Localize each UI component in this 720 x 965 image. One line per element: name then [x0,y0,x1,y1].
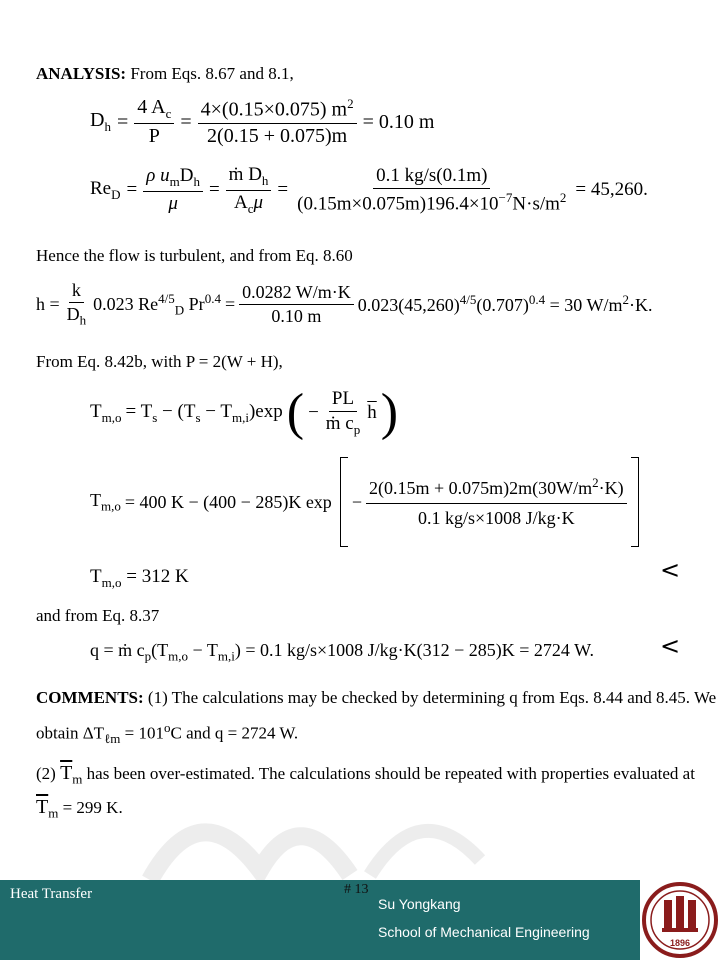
comments-line-1 [36,688,716,708]
re-frac1-num-sub1: m [169,174,180,190]
tmo1-rhs2-sub: s [195,409,201,425]
comments-line2-sub: ℓm [104,731,121,747]
re-result: = 45,260. [575,179,648,201]
hence-line: Hence the flow is turbulent, and from Eq. 8.60 [36,246,353,265]
comments-line2-b: = 101 [124,723,164,743]
h-frac2-num: 0.0282 W/m·K [239,282,354,305]
comments-line4-sub: m [48,805,59,821]
dh-lhs: D [90,109,105,131]
h-tail-sup: 4/5 [459,292,477,308]
tmo1-frac-den: ṁ c [325,413,354,435]
tmo2-frac-num: 2(0.15m + 0.075m)2m(30W/m [368,478,593,498]
university-logo [640,880,720,960]
course-title: Heat Transfer [10,886,93,902]
dh-frac1-num: 4 A [137,96,166,118]
re-frac1-den: μ [168,193,178,215]
tmo2-rhs: = 400 K − (400 − 285)K exp [124,491,332,512]
re-frac2 [226,164,272,217]
h-frac2 [239,282,354,327]
re-frac3-den-sup2: 2 [559,190,567,206]
h-frac1 [64,280,90,329]
dh-frac2-num-sup: 2 [347,96,354,112]
tmo1-frac-den-sub: p [353,421,361,437]
tmo2-lhs-sub: m,o [101,498,121,514]
tmo2-frac [366,475,627,529]
h-result-tail: ·K. [628,295,653,316]
tmo1-rhs2: − (T [162,400,196,422]
tmo3-lhs: T [90,566,102,587]
h-result-sup: 2 [622,292,629,308]
re-equation: $Re_D$ = $\frac{\rho u_mD_h}{\mu}$ = $\frac{ṁ D_h}{A_c\mu}$ = $\frac{0.1 kg/s(0.1m)}{(0.15m\times 0.075m)196.4\times 10^{-7}N\cdot s/m^2}$ = 45,260. [90,164,648,216]
re-frac1-num: ρ u [146,165,170,187]
tmo1-rhs3-sub: m,i [231,409,249,425]
q-lhs: q = ṁ c [90,640,145,660]
re-frac3 [294,165,569,215]
tmo1-rhs3: − T [205,400,232,422]
dh-frac2 [198,96,357,148]
q-mid-sub1: m,o [168,648,189,664]
h-frac1-den: D [66,304,80,324]
tmo2-lhs: T [90,489,101,510]
re-frac1 [143,165,203,215]
tmo-equation-3 [90,566,189,591]
h-tail2-sup: 0.4 [528,292,546,308]
tmo2-frac-den: 0.1 kg/s×1008 J/kg·K [417,508,575,528]
tmo1-frac [323,388,363,438]
footer-bar [0,880,640,960]
comments-line1-text: (1) The calculations may be checked by determining q from Eqs. 8.44 and 8.45. We [147,688,717,707]
school-name: School of Mechanical Engineering [378,924,590,940]
background-watermark [140,780,560,890]
logo-year: 1896 [669,938,691,948]
author-name: Su Yongkang [378,896,461,912]
dh-frac1-den: P [148,125,160,147]
tmo3-lhs-sub: m,o [101,574,122,590]
h-tail: 0.023(45,260) [357,295,460,316]
analysis-intro: From Eqs. 8.67 and 8.1, [130,64,294,83]
comments-line4-t: $\overline{T}$ [36,796,49,818]
re-frac2-num: ṁ D [228,164,262,185]
re-frac1-num-tail: D [179,165,194,187]
re-frac3-den-tail: N·s/m [512,193,560,215]
h-frac1-den-sub: h [79,312,87,328]
re-frac3-den-sup: −7 [498,190,513,206]
h-lhs: h = [36,293,60,314]
tmo2-minus: − [351,491,362,512]
result-marker-2: < [660,632,681,660]
h-mid: 0.023 Re [93,293,159,314]
comments-line3-b: has been over-estimated. The calculations should be repeated with properties evaluated at [86,764,695,783]
comments-line4-b: = 299 K. [62,798,123,817]
re-frac2-num-sub: h [261,172,269,188]
re-frac3-num: 0.1 kg/s(0.1m) [373,165,490,189]
tmo1-paren-open: ( [286,384,305,441]
re-frac2-den: A [234,191,248,213]
dh-equation: $D_h$ = $\frac{4 A_c}{P}$ = $\frac{4\times(0.15\times 0.075) m^2}{2(0.15 + 0.075)m}$ = 0.10 m [90,96,435,147]
result-marker-1: < [660,556,681,584]
q-lhs-sub: p [144,648,152,664]
h-mid-sub: D [174,302,185,318]
h-frac1-num: k [69,280,84,303]
re-frac3-den: (0.15m×0.075m)196.4×10 [297,193,499,215]
dh-frac1-num-sub: c [165,106,172,121]
comments-line2-c: C and q = 2724 W. [170,723,299,743]
tmo-equation-2 [90,456,639,548]
tmo2-bracket-close [631,457,639,547]
tmo1-minus: − [308,402,319,423]
h-frac2-den: 0.10 m [271,305,322,326]
comments-heading: COMMENTS: [36,688,144,707]
re-frac1-num-sub2: h [193,174,200,190]
tmo1-hbar: $\overline{h}$ [367,402,377,423]
q-mid2: − T [192,640,218,660]
h-mid-sup: 4/5 [158,290,175,306]
tmo1-frac-num: PL [329,388,357,412]
tmo1-paren-close: ) [380,384,399,441]
tmo2-frac-num-tail: ·K) [598,478,624,498]
analysis-line [36,64,294,84]
comments-line-4 [36,796,123,821]
tmo1-rhs1: = T [125,400,153,422]
comments-line-2 [36,720,298,747]
tmo1-lhs: T [90,400,102,422]
h-equation: h = $\frac{k}{D_h}$ 0.023 $Re^{4/5}_D$ $Pr^{0.4}$ = $\frac{0.0282 W/m\cdot K}{0.10 m}$ $0.023(45,260)^{4/5}(0.707)^{0.4} = 30$ $W/m^2\cdot K$. [36,280,653,328]
from-842b-line: From Eq. 8.42b, with P = 2(W + H), [36,352,283,371]
comments-line2-a: obtain ΔT [36,723,105,743]
tmo-equation-1 [90,380,398,446]
re-frac2-den-sub: c [247,200,254,216]
tmo2-bracket-open [340,457,348,547]
q-rhs: ) = 0.1 kg/s×1008 J/kg·K(312 − 285)K = 2724 W. [234,640,594,660]
from-837-line: and from Eq. 8.37 [36,606,160,625]
comments-line3-a: (2) [36,764,56,783]
q-mid-sub2: m,i [217,648,235,664]
comments-line3-sub: m [72,771,83,787]
university-seal-icon [640,880,720,960]
q-equation [90,640,594,665]
q-mid: (T [151,640,169,660]
tmo2-frac-num-sup: 2 [592,475,599,490]
re-frac2-den-tail: μ [253,191,264,213]
h-tail2: (0.707) [476,295,529,316]
h-pr: Pr [188,293,205,314]
dh-frac2-num: 4×(0.15×0.075) m [200,98,348,121]
analysis-heading: ANALYSIS: [36,64,127,83]
h-result: = 30 W/m [549,295,623,316]
dh-result: = 0.10 m [362,110,435,133]
tmo3-rhs: = 312 K [126,566,189,587]
dh-lhs-sub: h [104,119,111,134]
tmo1-lhs-sub: m,o [101,409,122,425]
h-pr-sup: 0.4 [204,290,221,306]
comments-line2-sup: o [164,720,171,735]
tmo1-rhs1-sub: s [152,409,158,425]
slide-number: # 13 [344,882,369,897]
re-lhs-sub: D [111,186,121,202]
dh-frac2-den: 2(0.15 + 0.075)m [207,124,348,147]
tmo1-rhs4: )exp [248,400,283,422]
dh-frac1 [134,96,174,148]
re-lhs: Re [90,177,112,199]
comments-line3-t: $\overline{T}$ [60,762,73,784]
